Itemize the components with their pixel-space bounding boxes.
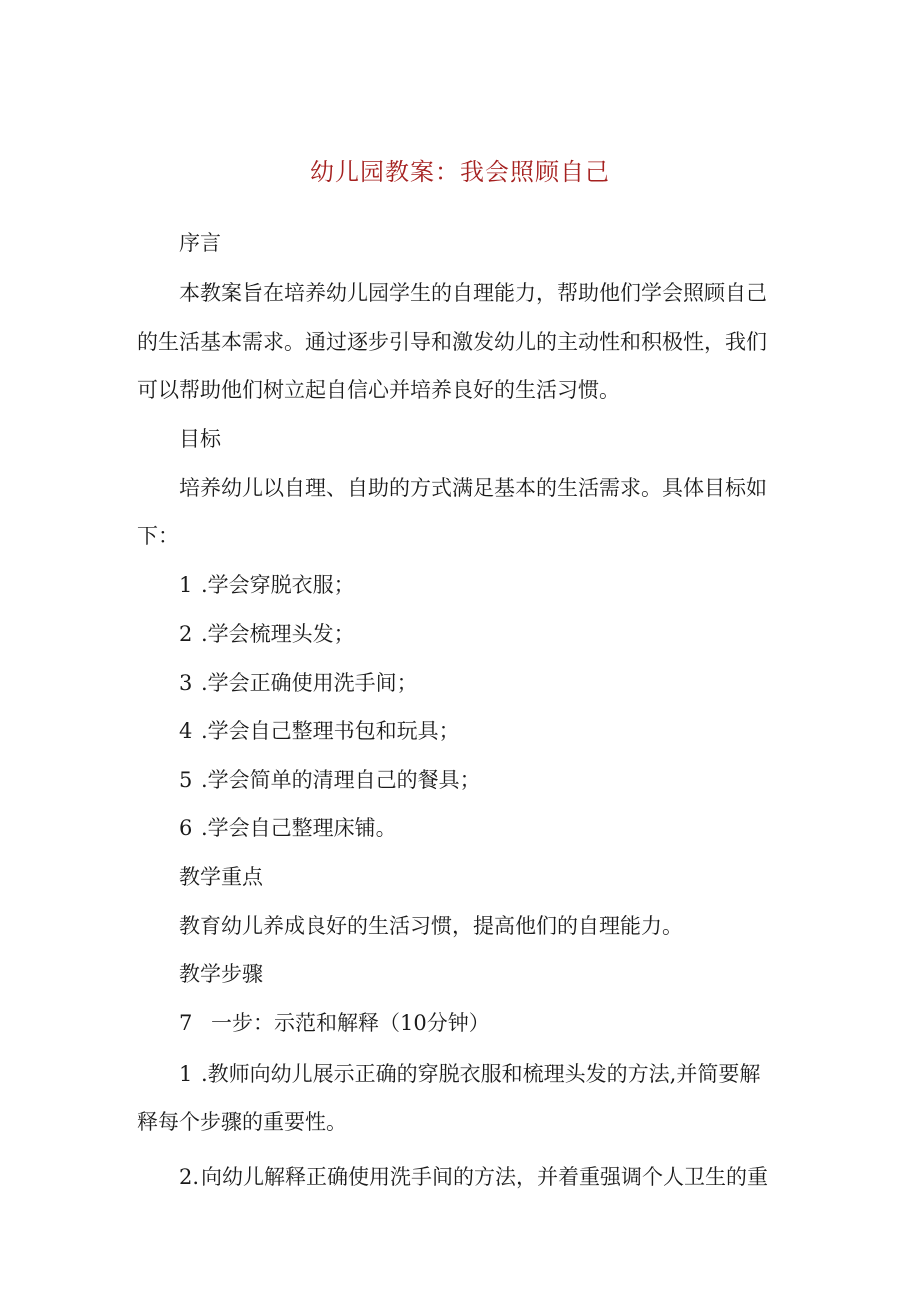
goal-item-text: .学会自己整理书包和玩具； [201, 719, 460, 743]
preface-paragraph-line-1: 本教案旨在培养幼儿园学生的自理能力，帮助他们学会照顾自己 [179, 281, 767, 305]
goal-item-text: .学会自己整理床铺。 [201, 816, 397, 840]
goal-item-number: 6 [179, 816, 193, 840]
preface-paragraph-line-3: 可以帮助他们树立起自信心并培养良好的生活习惯。 [137, 378, 620, 402]
goal-list-item [179, 668, 418, 698]
document-title: 幼儿园教案：我会照顾自己 [310, 158, 610, 186]
goal-item-number: 1 [179, 573, 193, 597]
goal-item-number: 3 [179, 671, 193, 695]
goal-list-item [179, 570, 355, 600]
goal-list-item [179, 619, 355, 649]
step-item-number: 2. [179, 1165, 200, 1189]
teaching-steps-heading: 教学步骤 [179, 962, 263, 986]
goal-paragraph-line-1: 培养幼儿以自理、自助的方式满足基本的生活需求。具体目标如 [179, 476, 767, 500]
goal-item-text: .学会梳理头发； [201, 622, 355, 646]
goal-list-item [179, 716, 460, 746]
preface-paragraph-line-2: 的生活基本需求。通过逐步引导和激发幼儿的主动性和积极性，我们 [137, 330, 767, 354]
step-item-2-line-1 [179, 1162, 768, 1192]
goal-list-item [179, 813, 397, 843]
step-item-text: .教师向幼儿展示正确的穿脱衣服和梳理头发的方法,并简要解 [201, 1062, 761, 1086]
teaching-focus-text: 教育幼儿养成良好的生活习惯，提高他们的自理能力。 [179, 914, 683, 938]
step-item-1-line-1 [179, 1059, 760, 1089]
goal-item-number: 2 [179, 622, 193, 646]
step-item-text: 向幼儿解释正确使用洗手间的方法，并着重强调个人卫生的重 [201, 1165, 768, 1189]
goal-item-text: .学会穿脱衣服； [201, 573, 355, 597]
goal-item-number: 4 [179, 719, 193, 743]
goal-list-item [179, 765, 481, 795]
step-title-number: 7 [179, 1011, 193, 1035]
goal-heading: 目标 [179, 427, 221, 451]
goal-item-number: 5 [179, 768, 193, 792]
step-title-text: 一步：示范和解释（10分钟） [211, 1011, 490, 1035]
step-item-1-line-2: 释每个步骤的重要性。 [137, 1110, 347, 1134]
goal-item-text: .学会简单的清理自己的餐具； [201, 768, 481, 792]
step-item-number: 1 [179, 1062, 193, 1086]
teaching-focus-heading: 教学重点 [179, 865, 263, 889]
step-title [179, 1008, 490, 1038]
goal-paragraph-line-2: 下： [137, 524, 179, 548]
preface-heading: 序言 [179, 231, 221, 255]
goal-item-text: .学会正确使用洗手间； [201, 671, 418, 695]
